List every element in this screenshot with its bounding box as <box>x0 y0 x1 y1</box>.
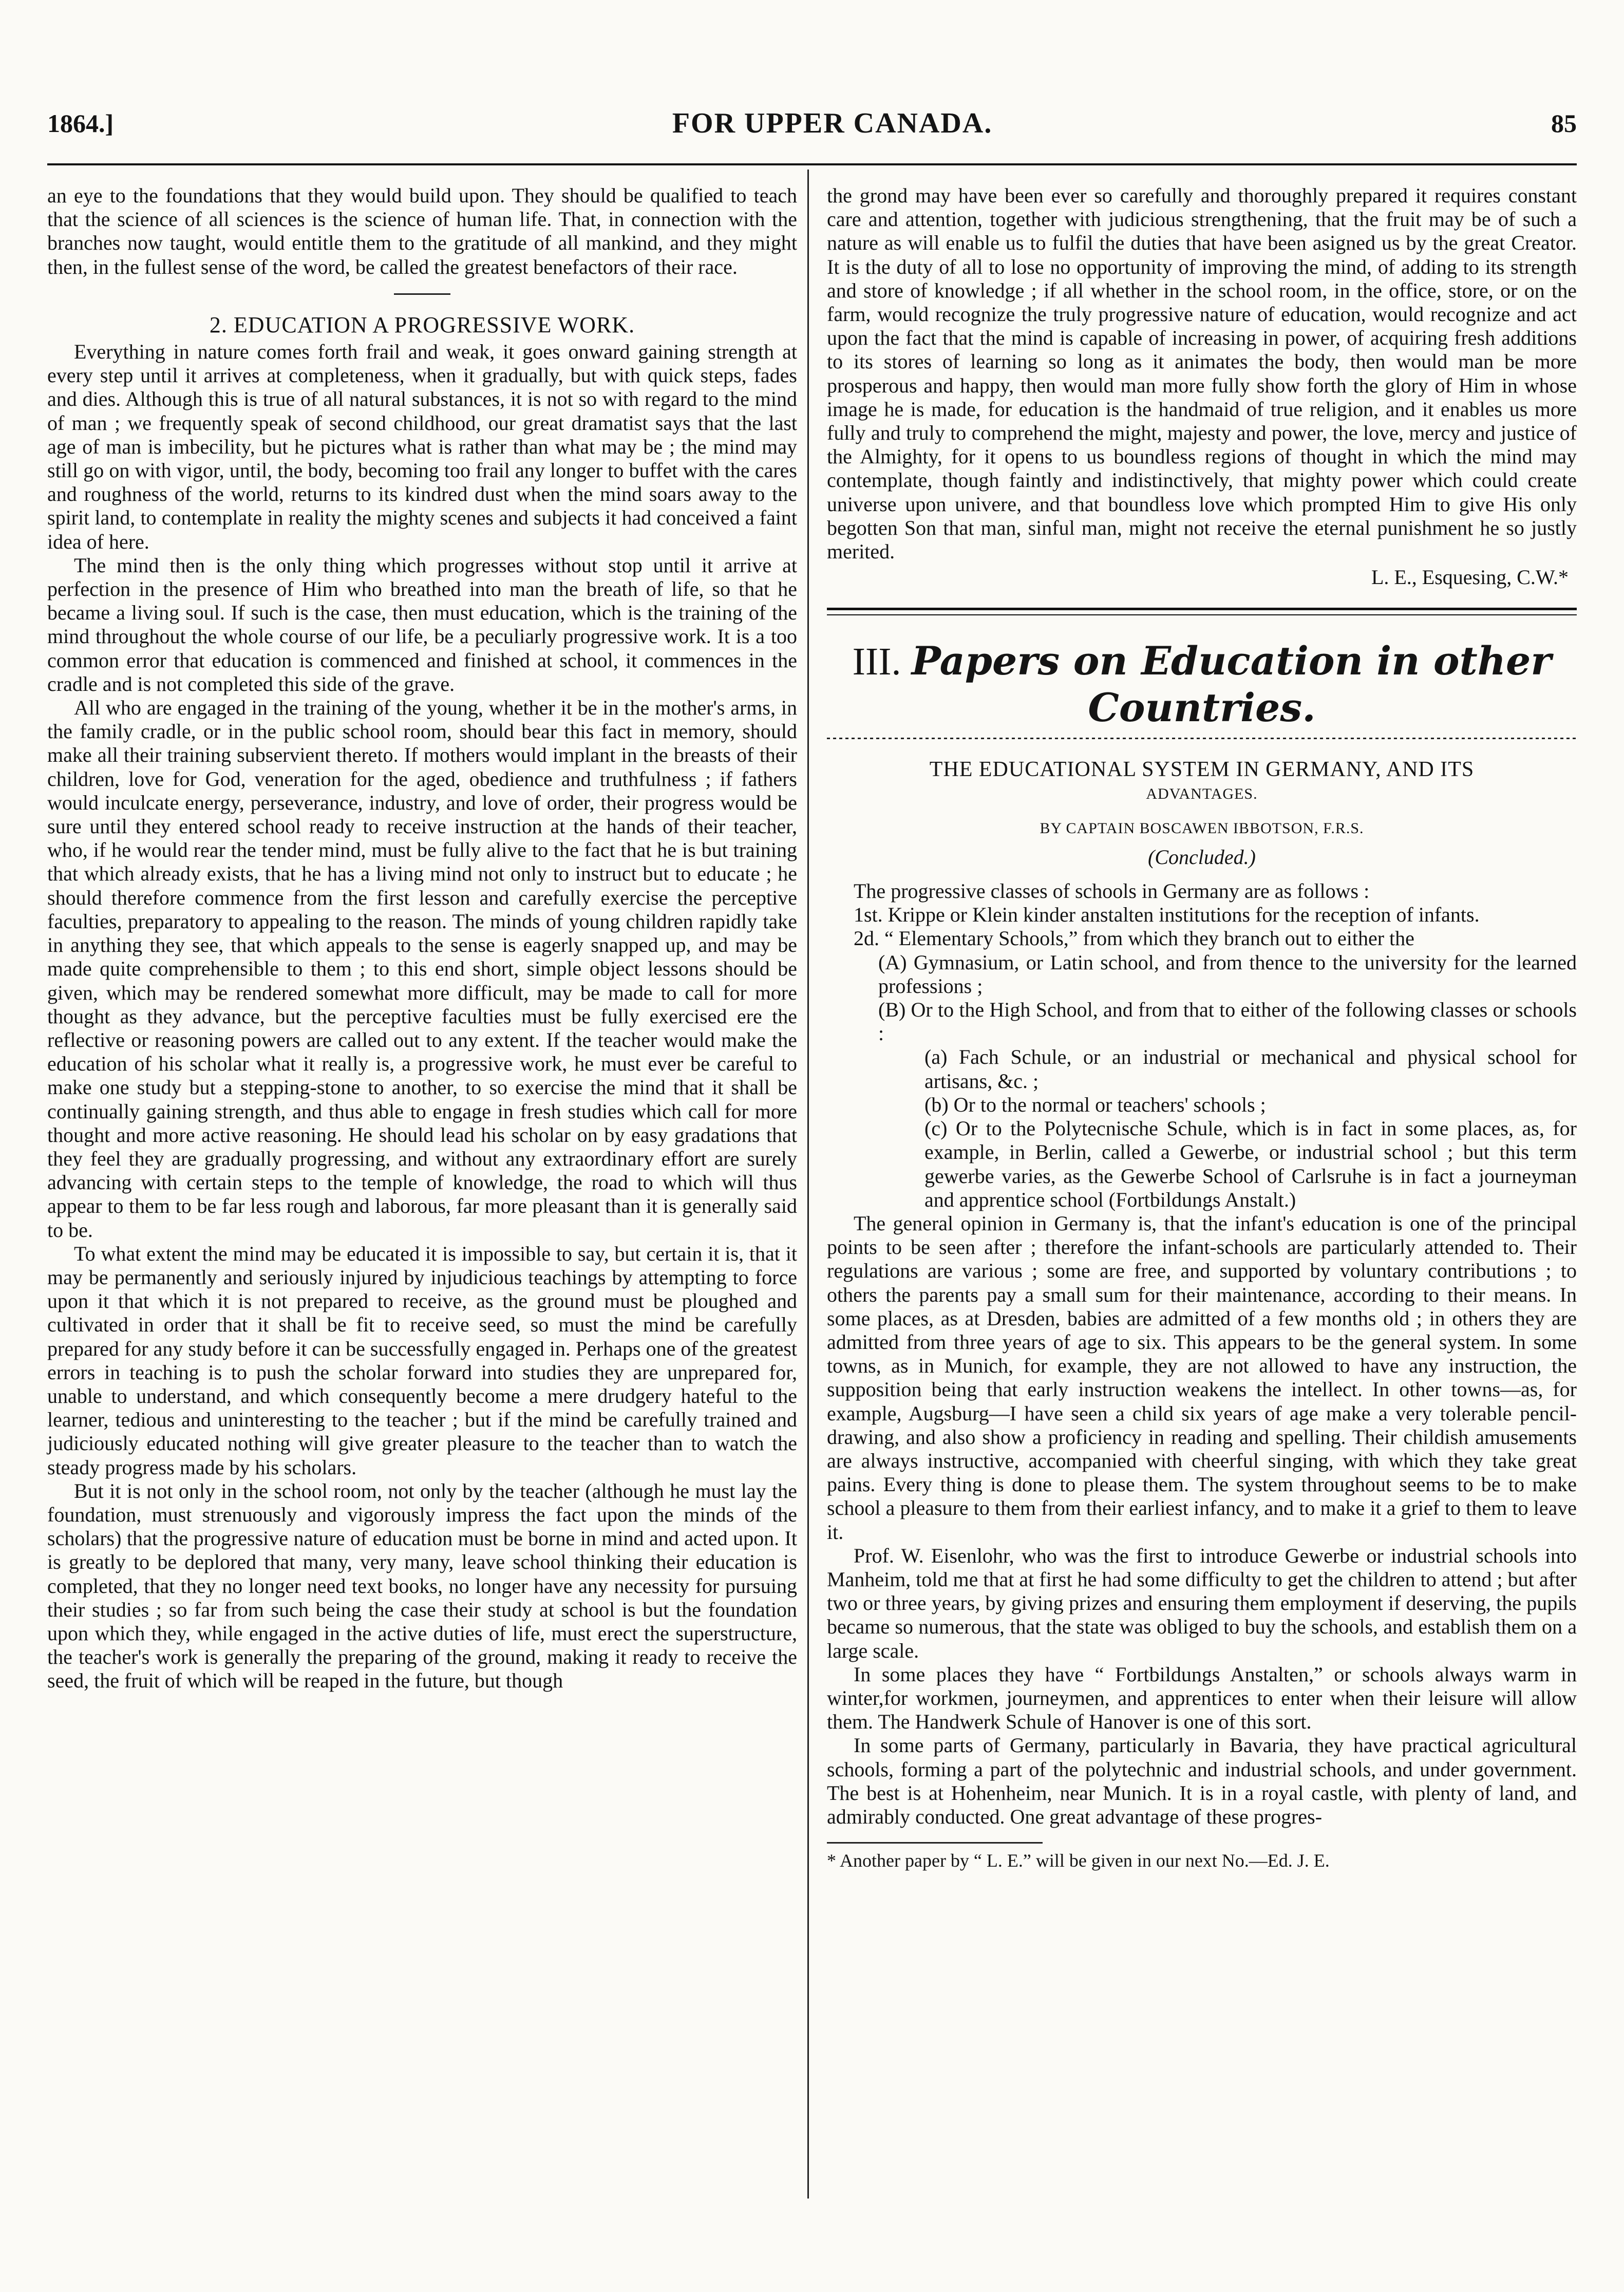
article-byline: BY CAPTAIN BOSCAWEN IBBOTSON, F.R.S. <box>1040 819 1364 837</box>
section-divider <box>394 293 450 295</box>
part-heading <box>827 638 1577 731</box>
header-rule <box>47 163 1577 165</box>
part-number: III. <box>852 640 901 684</box>
list-item-1st: 1st. Krippe or Klein kinder anstalten institutions for the reception of infants. <box>854 903 1480 927</box>
part-wavy-rule <box>827 738 1577 739</box>
list-item-A: (A) Gymnasium, or Latin school, and from thence to the university for the learned professions ; <box>878 950 1577 998</box>
footnote-rule <box>827 1842 1043 1844</box>
article-paragraph: Everything in nature comes forth frail and weak, it goes onward gaining strength at every step until it arrives at completeness, when it gradually, but with quick steps, fades and dies. Although this is true of all natural substances, it is not so with regard to the mind of man ; we frequently speak of second childhood, our great dramatist says that the last age of man is imbecility, but he pictures what is rather than what may be ; the mind may still go on with vigor, until, the body, becoming too frail any longer to buffet with the cares and roughness of the world, returns to its kindred dust when the mind soars away to the spirit land, to contemplate in reality the mighty scenes and subjects it had conceived a faint idea of here. <box>47 340 797 553</box>
publication-title: FOR UPPER CANADA. <box>672 107 993 139</box>
left-column <box>47 184 797 1693</box>
column-divider <box>807 170 809 2199</box>
part-title: Papers on Education in other Countries. <box>911 638 1552 731</box>
article-paragraph: But it is not only in the school room, not only by the teacher (although he must lay the foundation, must strenuously and vigorously impress the fact upon the minds of the scholars) that the progressive nature of education must be borne in mind and acted upon. It is greatly to be deplored that many, very many, leave school thinking their education is completed, that they no longer need text books, no longer have any necessity for pursuing their studies ; so far from such being the case their study at school is but the foundation upon which they, while engaged in the active duties of life, must erect the superstructure, the teacher's work is generally the preparing of the ground, making it ready to receive the seed, the fruit of which will be reaped in the future, but though <box>47 1479 797 1693</box>
list-item-2d: 2d. “ Elementary Schools,” from which they branch out to either the <box>854 927 1414 950</box>
article-paragraph: Prof. W. Eisenlohr, who was the first to introduce Gewerbe or industrial schools into Manheim, told me that at first he had some difficulty to get the children to attend ; but after two or three years, by giving prizes and ensuring them employment if deserving, the pupils became so numerous, that the state was obliged to buy the schools, and establish them on a large scale. <box>827 1544 1577 1662</box>
article-concluded-note: (Concluded.) <box>1148 845 1256 869</box>
continuation-paragraph: the grond may have been ever so carefully and thoroughly prepared it requires constant care and attention, together with judicious strengthening, that the fruit may be of such a nature as will enable us to fulfil the duties that have been asigned us by the great Creator. It is the duty of all to lose no opportunity of improving the mind, of adding to its strength and store of knowledge ; if all whether in the school room, in the office, store, or on the farm, would recognize the truly progressive nature of education, would recognize and act upon the fact that the mind is capable of increasing in power, of acquiring fresh additions to its stores of learning so long as it animates the body, then would man be more prosperous and happy, then would man more fully show forth the glory of Him in whose image he is made, for education is the handmaid of true religion, and it enables us more fully and truly to comprehend the might, majesty and power, the love, mercy and justice of the Almighty, for it opens to us boundless regions of thought in which the mind may contemplate, though faintly and indistinctively, that mighty power which could create universe upon univere, and that boundless love which prompted Him to give His only begotten Son that man, sinful man, might not receive the eternal punishment he so justly merited. <box>827 184 1577 563</box>
list-item-B: (B) Or to the High School, and from that to either of the following classes or schools : <box>878 998 1577 1045</box>
page-number: 85 <box>1551 109 1577 138</box>
intro-paragraph: an eye to the foundations that they would build upon. They should be qualified to teach that the science of all sciences is the science of human life. That, in connection with the branches now taught, would entitle them to the gratitude of all mankind, and they might then, in the fullest sense of the word, be called the greatest benefactors of their race. <box>47 184 797 278</box>
footnote: * Another paper by “ L. E.” will be given in our next No.—Ed. J. E. <box>827 1850 1330 1871</box>
list-item-b: (b) Or to the normal or teachers' schools ; <box>924 1093 1266 1116</box>
part-rule-bottom <box>827 614 1577 615</box>
article-paragraph: The general opinion in Germany is, that the infant's education is one of the principal points to be seen after ; therefore the infant-schools are particularly attended to. Their regulations are various ; some are free, and supported by voluntary contributions ; to others the parents pay a small sum for their maintenance, according to their means. In some places, as at Dresden, babies are admitted of a few months old ; in others they are admitted from three years of age to six. This appears to be the general system. In some towns, as in Munich, for example, they are not allowed to have any instruction, the supposition being that early instruction weakens the intellect. In other towns—as, for example, Augsburg—I have seen a child six years of age make a very tolerable pencil-drawing, and also show a proficiency in reading and spelling. Their childish amusements are always instructive, accompanied with cheerful singing, with which they take great pains. Every thing is done to please them. The system throughout seems to be to make school a pleasure to them from their earliest infancy, and to make it a grief to them to leave it. <box>827 1211 1577 1544</box>
article-paragraph: To what extent the mind may be educated it is impossible to say, but certain it is, that it may be permanently and seriously injured by injudicious teachings by attempting to force upon it that which it is not prepared to receive, as the ground must be ploughed and cultivated in order that it shall be fit to receive seed, so must the mind be carefully prepared for any study before it can be successfully engaged in. Perhaps one of the greatest errors in teaching is to push the scholar forward into studies they are unprepared for, unable to understand, and which consequently become a mere drudgery hateful to the learner, tedious and uninteresting to the teacher ; but if the mind be carefully trained and judiciously educated nothing will give greater pleasure to the teacher than to watch the steady progress made by his scholars. <box>47 1242 797 1479</box>
right-column <box>827 184 1577 1872</box>
list-item-a: (a) Fach Schule, or an industrial or mechanical and physical school for artisans, &c. ; <box>924 1045 1577 1093</box>
article-paragraph: All who are engaged in the training of the young, whether it be in the mother's arms, in the family cradle, or in the public school room, should bear this fact in memory, should make all their training subservient thereto. If mothers would implant in the breasts of their children, love for God, veneration for the aged, obedience and truthfulness ; if fathers would inculcate energy, perseverance, industry, and love of order, their progress would be sure until they entered school ready to receive instruction at the hands of their teacher, who, if he would rear the tender mind, must be fully alive to the fact that he is but training that which already exists, that he has a living mind not only to instruct but to educate ; he should therefore commence from the first lesson and carefully exercise the perceptive faculties, preparatory to appealing to the reason. The minds of young children rapidly take in anything they see, that which appeals to the sense is eagerly snapped up, and may be made quite comprehensible to them ; to this end short, simple object lessons should be given, which may be rendered somewhat more difficult, may be made to call for more thought as they advance, but the perceptive faculties must be fully exercised ere the reflective or reasoning powers are called out to any extent. If the teacher would make the education of his scholar what it really is, a progressive work, he must ever be careful to make one study but a stepping-stone to another, to so exercise the mind that it shall be continually gaining strength, and thus able to engage in fresh studies which call for more thought and more active reasoning. He should lead his scholar on by easy gradations that they feel they are gradually progressing, and without any extraordinary effort are surely advancing with certain steps to the temple of knowledge, the road to which will thus appear to them to be far less rough and laborous, far more pleasant than it is generally said to be. <box>47 696 797 1242</box>
article-paragraph: The mind then is the only thing which progresses without stop until it arrive at perfection in the presence of Him who breathed into man the breath of life, so that he became a living soul. If such is the case, then must education, which is the training of the mind throughout the whole course of our life, be a peculiarly progressive work. It is a too common error that education is commenced and finished at school, it commences in the cradle and is not completed this side of the grave. <box>47 553 797 696</box>
author-signature: L. E., Esquesing, C.W.* <box>1371 566 1569 589</box>
article-title: THE EDUCATIONAL SYSTEM IN GERMANY, AND ITS <box>929 758 1475 782</box>
list-lead: The progressive classes of schools in Germany are as follows : <box>854 879 1370 903</box>
issue-year: 1864.] <box>47 109 114 138</box>
list-item-c: (c) Or to the Polytecnische Schule, which is in fact in some places, as, for example, in Berlin, called a Gewerbe, or industrial school ; but this term gewerbe varies, as the Gewerbe School of Carlsruhe is in fact a journeyman and apprentice school (Fortbildungs Anstalt.) <box>924 1117 1577 1211</box>
article-paragraph: In some parts of Germany, particularly in Bavaria, they have practical agricultural schools, forming a part of the polytechnic and industrial schools, and under government. The best is at Hohenheim, near Munich. It is in a royal castle, with plenty of land, and admirably conducted. One great advantage of these progres- <box>827 1734 1577 1828</box>
article-subtitle: ADVANTAGES. <box>1146 785 1258 803</box>
running-head <box>47 103 1577 144</box>
section-title: 2. EDUCATION A PROGRESSIVE WORK. <box>209 312 635 337</box>
part-rule-top <box>827 608 1577 610</box>
article-paragraph: In some places they have “ Fortbildungs Anstalten,” or schools always warm in winter,for workmen, journeymen, and apprentices to enter when their leisure will allow them. The Handwerk Schule of Hanover is one of this sort. <box>827 1662 1577 1734</box>
